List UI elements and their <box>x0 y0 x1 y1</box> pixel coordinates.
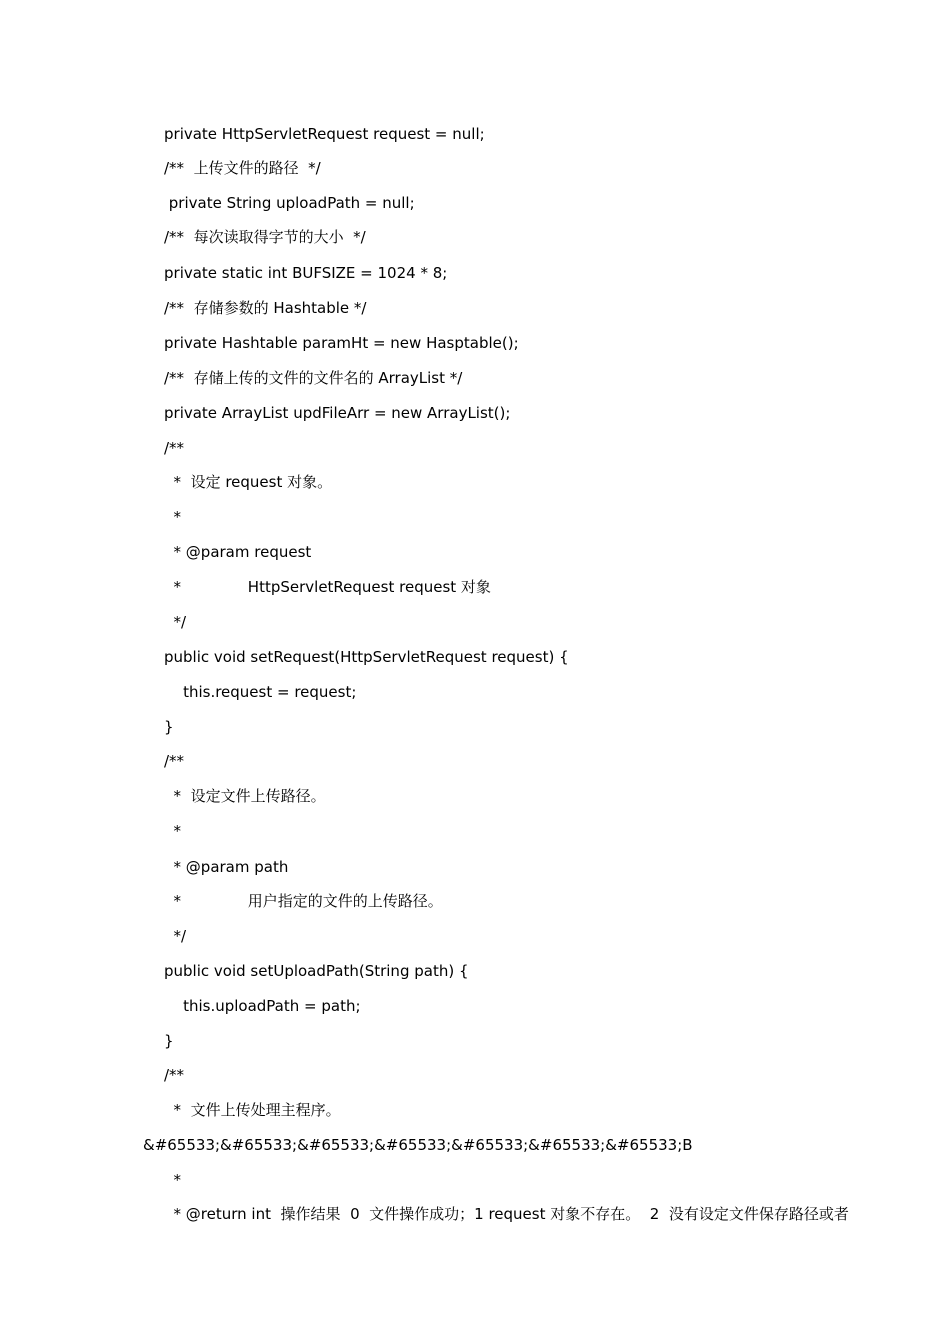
javadoc-set-request-desc: * 设定 request 对象。 <box>164 473 333 491</box>
code-line-field-param-ht: private Hashtable paramHt = new Hasptable(); <box>164 334 519 352</box>
javadoc-star: * <box>164 822 182 840</box>
javadoc-star: * <box>164 1171 182 1189</box>
javadoc-param-request: * @param request <box>164 543 312 561</box>
code-line-field-upd-file-arr: private ArrayList updFileArr = new ArrayList(); <box>164 404 511 422</box>
javadoc-set-upload-path-desc: * 设定文件上传路径。 <box>164 787 326 805</box>
garbled-entity-line: &#65533;&#65533;&#65533;&#65533;&#65533;&#65533;&#65533;B <box>143 1136 693 1154</box>
javadoc-close: */ <box>164 613 187 631</box>
javadoc-upload-main-desc: * 文件上传处理主程序。 <box>164 1101 341 1119</box>
code-line-field-request: private HttpServletRequest request = null; <box>164 125 485 143</box>
comment-bufsize: /** 每次读取得字节的大小 */ <box>164 228 366 246</box>
code-line-field-bufsize: private static int BUFSIZE = 1024 * 8; <box>164 264 448 282</box>
javadoc-return: * @return int 操作结果 0 文件操作成功；1 request 对象不存在。 2 没有设定文件保存路径或者 <box>164 1205 849 1223</box>
code-line-set-request-signature: public void setRequest(HttpServletRequest request) { <box>164 648 569 666</box>
code-line-field-upload-path: private String uploadPath = null; <box>164 194 415 212</box>
code-line-closing-brace: } <box>164 1032 174 1050</box>
code-line-set-upload-path-body: this.uploadPath = path; <box>164 997 361 1015</box>
javadoc-param-request-desc: * HttpServletRequest request 对象 <box>164 578 491 596</box>
comment-upload-path: /** 上传文件的路径 */ <box>164 159 321 177</box>
javadoc-param-path-desc: * 用户指定的文件的上传路径。 <box>164 892 443 910</box>
code-line-set-upload-path-signature: public void setUploadPath(String path) { <box>164 962 469 980</box>
javadoc-open: /** <box>164 1066 185 1084</box>
javadoc-star: * <box>164 508 182 526</box>
code-line-set-request-body: this.request = request; <box>164 683 357 701</box>
javadoc-param-path: * @param path <box>164 858 289 876</box>
comment-upd-file-arr: /** 存储上传的文件的文件名的 ArrayList */ <box>164 369 463 387</box>
javadoc-open: /** <box>164 752 185 770</box>
javadoc-close: */ <box>164 927 187 945</box>
code-line-closing-brace: } <box>164 718 174 736</box>
comment-param-ht: /** 存储参数的 Hashtable */ <box>164 299 367 317</box>
javadoc-open: /** <box>164 439 185 457</box>
